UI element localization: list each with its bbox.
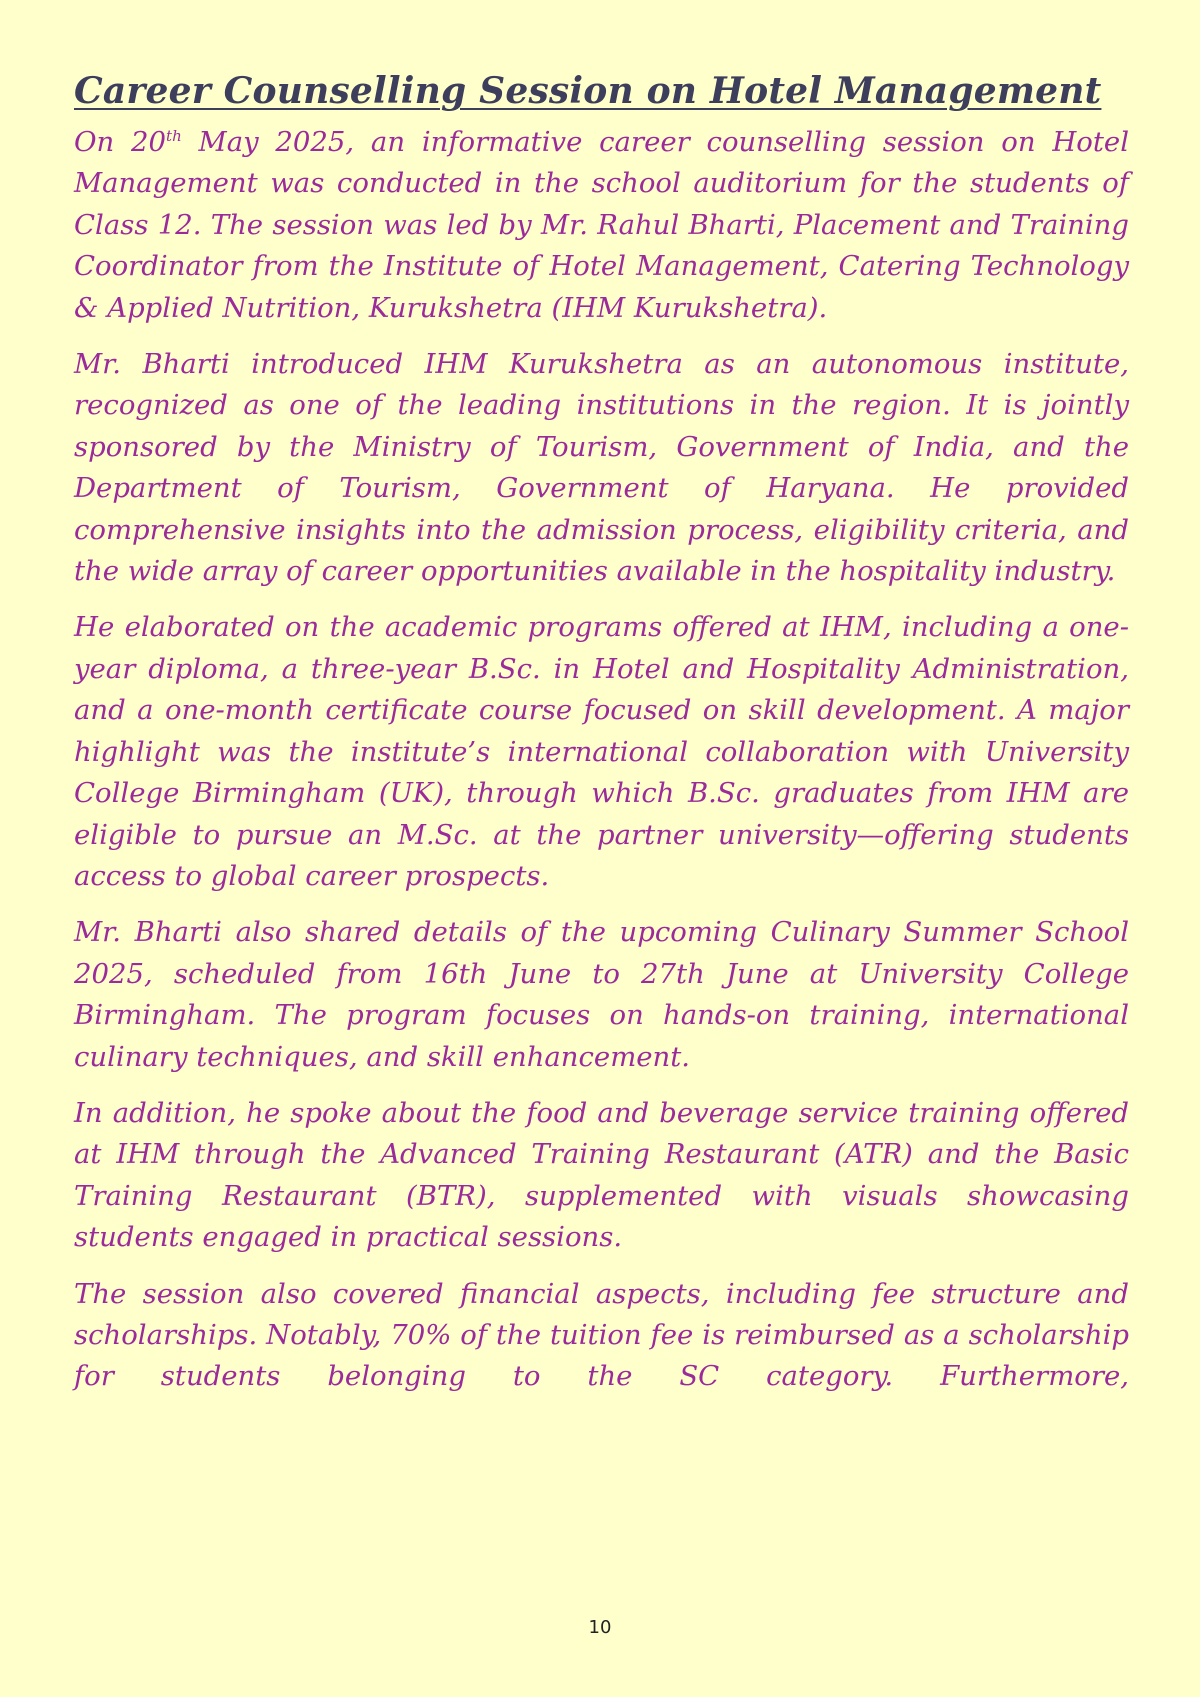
date-ordinal-suffix: th <box>166 126 182 145</box>
paragraph-intro <box>74 122 1129 329</box>
paragraph-institute: Mr. Bharti introduced IHM Kurukshetra as an autonomous institute, recognized as one of the leading institutions in the region. It is jointly sponsored by the Ministry of Tourism, Government of India, and the Department of Tourism, Government of Haryana. He provided comprehensive insights into the admission process, eligibility criteria, and the wide array of career opportunities available in the hospitality industry. <box>74 348 1129 588</box>
date-day: On 20 <box>74 126 167 158</box>
paragraph-summer-school: Mr. Bharti also shared details of the upcoming Culinary Summer School 2025, scheduled from 16th June to 27th June at University College Birmingham. The program focuses on hands-on training, international culinary techniques, and skill enhancement. <box>74 916 1129 1073</box>
paragraph-financial: The session also covered financial aspects, including fee structure and scholarships. Notably, 70% of the tuition fee is reimbursed as a scholarship for students belonging to the SC category. Furthermore, <box>74 1277 1129 1393</box>
article <box>74 70 1129 1413</box>
paragraph-programs: He elaborated on the academic programs offered at IHM, including a one-year diploma, a three-year B.Sc. in Hotel and Hospitality Administration, and a one-month certificate course focused on skill development. A major highlight was the institute’s international collaboration with University College Birmingham (UK), through which B.Sc. graduates from IHM are eligible to pursue an M.Sc. at the partner university—offering students access to global career prospects. <box>74 611 1129 892</box>
paragraph-training-restaurants: In addition, he spoke about the food and beverage service training offered at IHM through the Advanced Training Restaurant (ATR) and the Basic Training Restaurant (BTR), supplemented with visuals showcasing students engaged in practical sessions. <box>74 1096 1129 1254</box>
article-title: Career Counselling Session on Hotel Management <box>74 70 1102 112</box>
paragraph-intro-text: May 2025, an informative career counselling session on Hotel Management was conducted in the school auditorium for the students of Class 12. The session was led by Mr. Rahul Bharti, Placement and Training Coordinator from the Institute of Hotel Management, Catering Technology & Applied Nutrition, Kurukshetra (IHM Kurukshetra). <box>74 126 1129 324</box>
page-number: 10 <box>588 1617 612 1638</box>
